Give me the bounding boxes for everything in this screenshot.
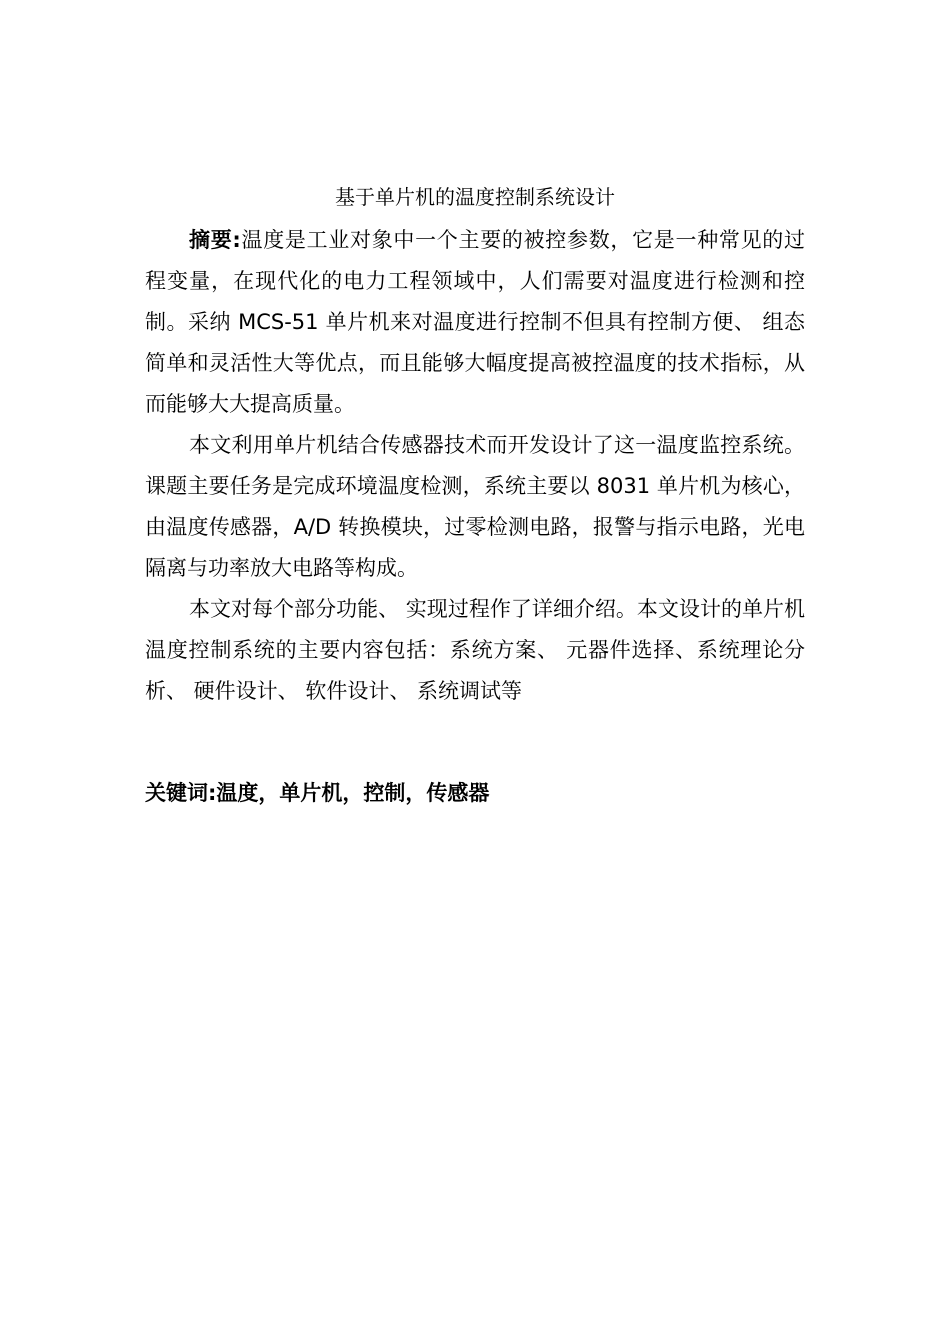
keywords-text: 温度，单片机，控制，传感器 <box>216 781 490 805</box>
keywords-line <box>145 776 805 810</box>
abstract-paragraph <box>145 220 805 425</box>
abstract-label: 摘要: <box>189 228 241 252</box>
keywords-label: 关键词: <box>145 781 217 805</box>
body-paragraph-system: 本文利用单片机结合传感器技术而开发设计了这一温度监控系统。课题主要任务是完成环境温度检测，系统主要以 8031 单片机为核心，由温度传感器，A/D 转换模块，过零检测电路，报警与指示电路，光电隔离与功率放大电路等构成。 <box>145 433 805 580</box>
document-title: 基于单片机的温度控制系统设计 <box>335 185 615 209</box>
body-paragraph-contents: 本文对每个部分功能、 实现过程作了详细介绍。本文设计的单片机温度控制系统的主要内容包括：系统方案、 元器件选择、系统理论分析、 硬件设计、 软件设计、 系统调试等 <box>145 597 805 703</box>
abstract-text: 温度是工业对象中一个主要的被控参数，它是一种常见的过程变量，在现代化的电力工程领域中，人们需要对温度进行检测和控制。采纳 MCS-51 单片机来对温度进行控制不但具有控制方便、 组态简单和灵活性大等优点，而且能够大幅度提高被控温度的技术指标，从而能够大大提高质量。 <box>145 228 806 416</box>
